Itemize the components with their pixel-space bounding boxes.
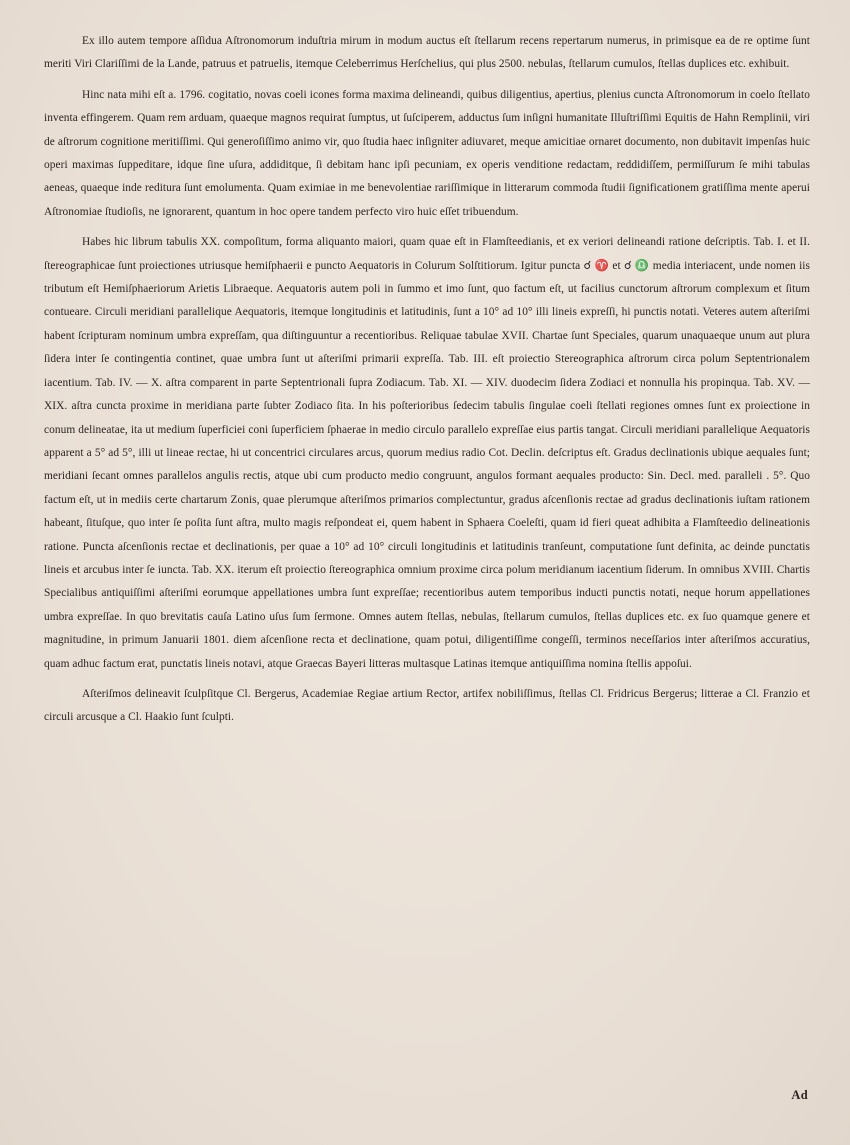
catchword: Ad xyxy=(791,1088,808,1102)
paragraph-2: Hinc nata mihi eſt a. 1796. cogitatio, novas coeli icones forma maxima delineandi, quibus diligentius, apertius, plenius cuncta Aſtronomorum in coelo ſtellato inventa effingerem. Quam rem arduam, quaeque magnos requirat ſumptus, ut ſuſciperem, adductus ſum inſigni humanitate Illuſtriſſimi Equitis de Hahn Remplinii, viri de aſtrorum cognitione meritiſſimi. Qui generoſiſſimo animo vir, quo ſtudia haec inſigniter adiuvaret, meque amicitiae ornaret documento, non dubitavit impenſas huic operi maximas ſuppeditare, idque ſine uſura, addiditque, ſi debitam hanc ipſi pecuniam, ex operis venditione redactam, reddidiſſem, permiſſurum ſe mihi tabulas aeneas, quaeque inde reditura ſunt emolumenta. Quam eximiae in me benevolentiae rariſſimique in litterarum commoda ſtudii ſignificationem gratiſſima mente aperui Aſtronomiae ſtudioſis, ne ignorarent, quantum in hoc opere tandem perfecto viro huic eſſet tribuendum. xyxy=(44,88,810,218)
paragraph-1: Ex illo autem tempore aſſidua Aſtronomorum induſtria mirum in modum auctus eſt ſtellarum recens repertarum numerus, in primisque ea de re optime ſunt meriti Viri Clariſſimi de la Lande, patruus et patruelis, itemque Celeberrimus Herſchelius, qui plus 2500. nebulas, ſtellarum cumulos, ſtellas duplices etc. exhibuit. xyxy=(44,35,810,71)
paragraph-4: Aſteriſmos delineavit ſculpſitque Cl. Bergerus, Academiae Regiae artium Rector, artifex nobiliſſimus, ſtellas Cl. Fridricus Bergerus; litterae a Cl. Franzio et circuli arcusque a Cl. Haakio ſunt ſculpti. xyxy=(44,687,810,724)
text-block xyxy=(44,30,810,730)
paragraph-3: Habes hic librum tabulis XX. compoſitum, forma aliquanto maiori, quam quae eſt in Flamſteedianis, et ex veriori delineandi ratione deſcriptis. Tab. I. et II. ſtereographicae ſunt proiectiones utriusque hemiſphaerii e puncto Aequatoris in Colurum Solſtitiorum. Igitur puncta ☌ ♈ et ☌ ♎ media interiacent, unde nomen iis tributum eſt Hemiſphaeriorum Arietis Libraeque. Aequatoris autem poli in ſummo et imo ſunt, quo factum eſt, ut facilius cunctorum aſtrorum complexum et ſitum contueare. Circuli meridiani parallelique Aequatoris, itemque longitudinis et latitudinis, ſunt a 10° ad 10° illi lineis expreſſi, hi punctis notati. Veteres autem aſteriſmi habent ſcripturam nominum umbra expreſſam, qua diſtinguuntur a recentioribus. Reliquae tabulae XVII. Chartae ſunt Speciales, quarum unaquaeque unum aut plura ſidera inter ſe contingentia continet, quae umbra ſunt ut aſteriſmi primarii expreſſa. Tab. III. eſt proiectio Stereographica aſtrorum circa polum Septentrionalem iacentium. Tab. IV. — X. aſtra comparent in parte Septentrionali ſupra Zodiacum. Tab. XI. — XIV. duodecim ſidera Zodiaci et nonnulla his propinqua. Tab. XV. — XIX. aſtra cuncta proxime in meridiana parte ſubter Zodiaco ſita. In his poſterioribus ſedecim tabulis ſingulae coeli ſtellati regiones omnes ſunt ex proiectione in conum delineatae, ita ut medium ſuperficiei coni ſuperficiem ſphaerae in medio circulo parallelo expreſſae eius partis tangat. Circuli meridiani parallelique Aequatoris apparent a 5° ad 5°, illi ut lineae rectae, hi ut concentrici circulares arcus, quorum medius radio Cot. Declin. deſcriptus eſt. Gradus declinationis ubique aequales ſunt; meridiani ſecant omnes parallelos angulis rectis, atque ubi cum producto medio congruunt, angulos formant aequales producto: Sin. Decl. med. paralleli . 5°. Quo factum eſt, ut in mediis certe chartarum Zonis, quae plerumque aſteriſmos primarios complectuntur, gradus aſcenſionis rectae ad gradus declinationis iuſtam rationem habeant, ſituſque, quo inter ſe poſita ſunt aſtra, multo magis reſpondeat ei, quem habent in Sphaera Coeleſti, quam id fieri queat adhibita a Flamſteedio delineationis ratione. Puncta aſcenſionis rectae et declinationis, per quae a 10° ad 10° circuli longitudinis et latitudinis tranſeunt, computatione ſunt definita, ac deinde punctatis lineis et arcubus inter ſe iuncta. Tab. XX. iterum eſt proiectio ſtereographica omnium proxime circa polum meridianum iacentium ſiderum. In omnibus XVIII. Chartis Specialibus antiquiſſimi aſteriſmi eorumque appellationes umbra ſunt expreſſae; recentioribus autem temporibus inducti punctis notati, neque horum appellationes umbra expreſſae. In quo brevitatis cauſa Latino uſus ſum ſermone. Omnes autem ſtellas, nebulas, ſtellarum cumulos, ſtellas duplices etc. ex ſuo quamque genere et magnitudine, in primum Januarii 1801. diem aſcenſione recta et declinatione, quam potui, diligentiſſime congeſſi, terminos neceſſarios inter aſteriſmos accuratius, quam adhuc factum erat, punctatis lineis notavi, atque Graecas Bayeri litteras multasque Latinas itemque antiquiſſima nomina ſtellis appoſui. xyxy=(44,236,810,670)
